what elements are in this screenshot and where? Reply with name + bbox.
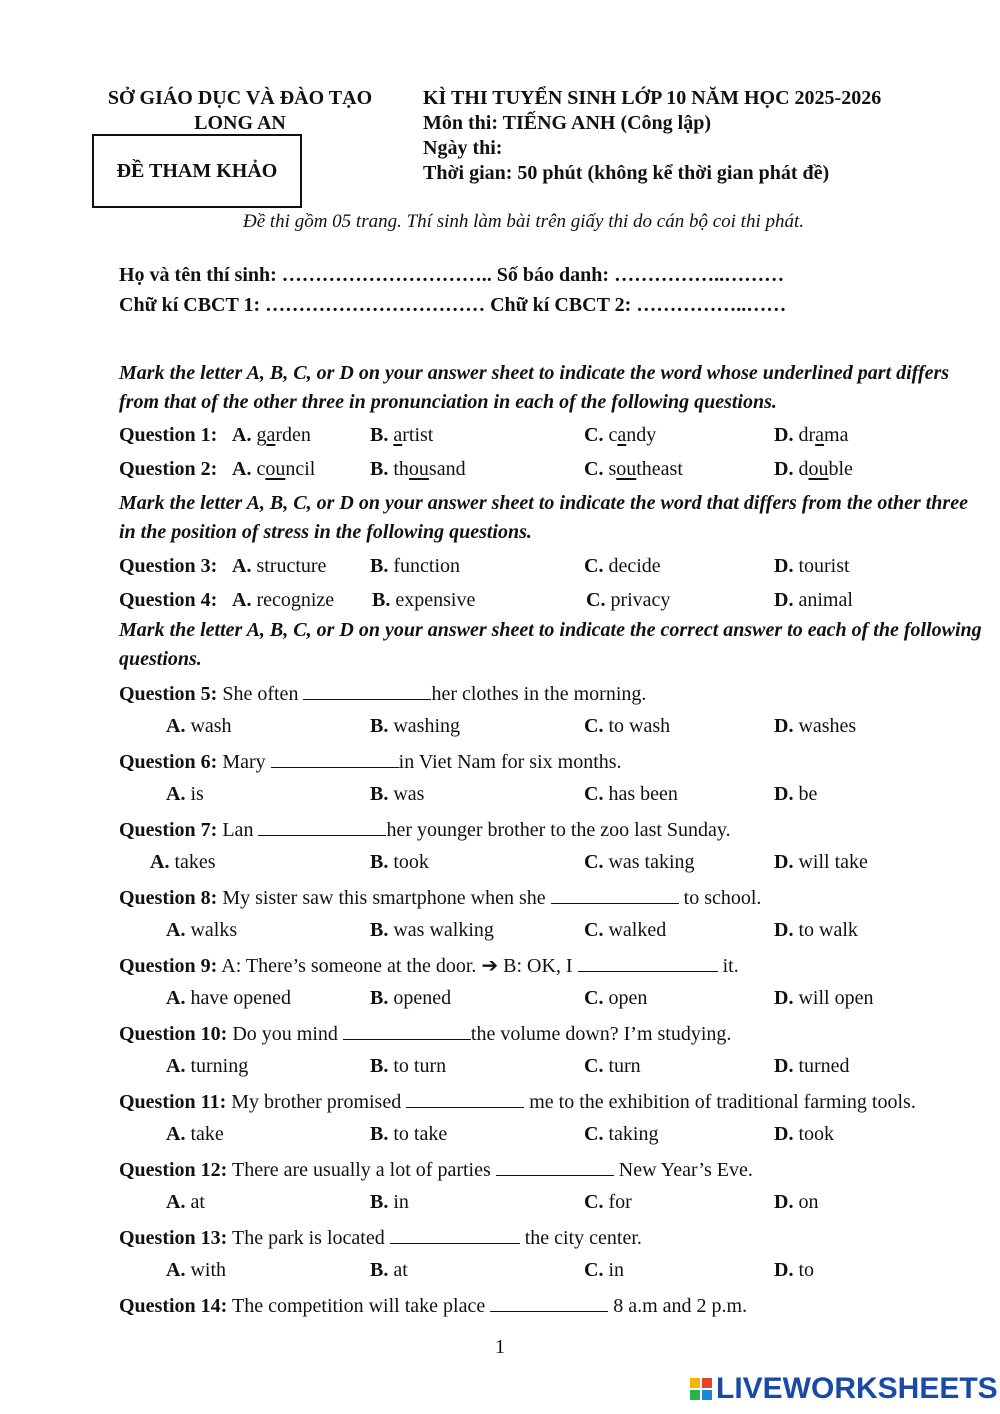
q12-option-d[interactable]: D. on <box>774 1191 819 1213</box>
q3-option-a[interactable]: A. structure <box>232 555 327 577</box>
q11-option-a[interactable]: A. take <box>166 1123 224 1145</box>
q4-option-a[interactable]: A. recognize <box>232 589 335 611</box>
logo-square <box>690 1390 700 1400</box>
q13-option-a[interactable]: A. with <box>166 1259 227 1281</box>
q12-option-a[interactable]: A. at <box>166 1191 205 1213</box>
liveworksheets-logo[interactable] <box>690 1372 998 1406</box>
underlined-part: ou <box>616 458 637 480</box>
question-8: Question 8: My sister saw this smartphone when she to school. <box>119 887 762 909</box>
exam-subject: Môn thi: TIẾNG ANH (Công lập) <box>423 112 712 134</box>
q13-option-d[interactable]: D. to <box>774 1259 815 1281</box>
q6-option-b[interactable]: B. was <box>370 783 425 805</box>
q4-option-c[interactable]: C. privacy <box>586 589 671 611</box>
q3-option-c[interactable]: C. decide <box>584 555 661 577</box>
question-7: Question 7: Lan her younger brother to the zoo last Sunday. <box>119 819 731 841</box>
q4-option-b[interactable]: B. expensive <box>372 589 476 611</box>
underlined-part: ou <box>265 458 286 480</box>
q1-option-b[interactable]: B. artist <box>370 424 434 446</box>
underlined-part: ou <box>408 458 429 480</box>
q6-option-d[interactable]: D. be <box>774 783 818 805</box>
logo-square <box>702 1390 712 1400</box>
answer-blank[interactable] <box>496 1157 614 1176</box>
question-1 <box>119 424 217 447</box>
q8-option-b[interactable]: B. was walking <box>370 919 494 941</box>
q8-option-d[interactable]: D. to walk <box>774 919 858 941</box>
q2-option-a[interactable]: A. council <box>232 458 316 480</box>
reference-exam-box <box>92 134 302 208</box>
q8-option-a[interactable]: A. walks <box>166 919 238 941</box>
q10-option-d[interactable]: D. turned <box>774 1055 850 1077</box>
question-12: Question 12: There are usually a lot of parties New Year’s Eve. <box>119 1159 753 1181</box>
q5-option-c[interactable]: C. to wash <box>584 715 671 737</box>
q1-option-c[interactable]: C. candy <box>584 424 657 446</box>
answer-blank[interactable] <box>303 681 431 700</box>
province-name: LONG AN <box>194 112 286 134</box>
question-label: Question 1: <box>119 424 218 446</box>
question-10: Question 10: Do you mind the volume down? I’m studying. <box>119 1023 732 1045</box>
q13-option-c[interactable]: C. in <box>584 1259 625 1281</box>
q9-option-a[interactable]: A. have opened <box>166 987 291 1009</box>
answer-blank[interactable] <box>271 749 399 768</box>
q9-option-b[interactable]: B. opened <box>370 987 452 1009</box>
q2-option-d[interactable]: D. double <box>774 458 853 480</box>
exam-title: KÌ THI TUYỂN SINH LỚP 10 NĂM HỌC 2025-2026 <box>423 87 882 109</box>
exam-date: Ngày thi: <box>423 137 503 159</box>
q7-option-b[interactable]: B. took <box>370 851 429 873</box>
q3-option-b[interactable]: B. function <box>370 555 460 577</box>
q1-option-d[interactable]: D. drama <box>774 424 849 446</box>
exam-note: Đề thi gồm 05 trang. Thí sinh làm bài trên giấy thi do cán bộ coi thi phát. <box>243 211 805 232</box>
supervisor-signature-line: Chữ kí CBCT 1: …………………………… Chữ kí CBCT 2: ……………..…… <box>119 294 787 316</box>
exam-header <box>423 86 881 186</box>
q9-option-c[interactable]: C. open <box>584 987 648 1009</box>
answer-blank[interactable] <box>406 1089 524 1108</box>
logo-square <box>690 1378 700 1388</box>
question-label: Question 2: <box>119 458 218 480</box>
instruction-pronunciation: Mark the letter A, B, C, or D on your answer sheet to indicate the word whose underlined part differs from that of the other three in pronunciation in each of the following questions. <box>119 362 950 413</box>
question-3 <box>119 555 217 578</box>
q1-option-a[interactable]: A. garden <box>232 424 311 446</box>
q12-option-b[interactable]: B. in <box>370 1191 409 1213</box>
reference-exam-label: ĐỀ THAM KHẢO <box>116 159 278 182</box>
q2-option-c[interactable]: C. southeast <box>584 458 683 480</box>
underlined-part: ou <box>808 458 829 480</box>
q10-option-a[interactable]: A. turning <box>166 1055 249 1077</box>
answer-blank[interactable] <box>343 1021 471 1040</box>
question-9: Question 9: A: There’s someone at the door. ➔ B: OK, I it. <box>119 955 739 977</box>
q6-option-c[interactable]: C. has been <box>584 783 678 805</box>
answer-blank[interactable] <box>551 885 679 904</box>
underlined-part: a <box>815 424 825 446</box>
question-11: Question 11: My brother promised me to the exhibition of traditional farming tools. <box>119 1091 916 1113</box>
q5-option-b[interactable]: B. washing <box>370 715 461 737</box>
question-14: Question 14: The competition will take place 8 a.m and 2 p.m. <box>119 1295 748 1317</box>
instruction-grammar: Mark the letter A, B, C, or D on your answer sheet to indicate the correct answer to each of the following questions. <box>119 619 982 670</box>
q11-option-b[interactable]: B. to take <box>370 1123 448 1145</box>
question-2 <box>119 458 217 481</box>
q11-option-c[interactable]: C. taking <box>584 1123 659 1145</box>
q6-option-a[interactable]: A. is <box>166 783 204 805</box>
q8-option-c[interactable]: C. walked <box>584 919 667 941</box>
page-number: 1 <box>495 1336 505 1358</box>
question-4 <box>119 589 217 612</box>
q10-option-c[interactable]: C. turn <box>584 1055 641 1077</box>
underlined-part: a <box>266 424 276 446</box>
department-name: SỞ GIÁO DỤC VÀ ĐÀO TẠO <box>107 87 373 109</box>
answer-blank[interactable] <box>578 953 718 972</box>
question-6: Question 6: Mary in Viet Nam for six months. <box>119 751 622 773</box>
answer-blank[interactable] <box>490 1293 608 1312</box>
q7-option-d[interactable]: D. will take <box>774 851 868 873</box>
q5-option-a[interactable]: A. wash <box>166 715 232 737</box>
answer-blank[interactable] <box>390 1225 520 1244</box>
instruction-stress: Mark the letter A, B, C, or D on your answer sheet to indicate the word that differs from the other three in the position of stress in the following questions. <box>119 492 968 543</box>
question-label: Question 3: <box>119 555 218 577</box>
logo-text: LIVEWORKSHEETS <box>716 1372 998 1405</box>
underlined-part: a <box>617 424 627 446</box>
q5-option-d[interactable]: D. washes <box>774 715 857 737</box>
q11-option-d[interactable]: D. took <box>774 1123 835 1145</box>
q7-option-c[interactable]: C. was taking <box>584 851 695 873</box>
q3-option-d[interactable]: D. tourist <box>774 555 850 577</box>
underlined-part: a <box>393 424 403 446</box>
q10-option-b[interactable]: B. to turn <box>370 1055 447 1077</box>
q9-option-d[interactable]: D. will open <box>774 987 874 1009</box>
logo-mark-icon <box>690 1378 712 1400</box>
exam-duration: Thời gian: 50 phút (không kể thời gian phát đề) <box>423 162 830 184</box>
answer-blank[interactable] <box>258 817 386 836</box>
candidate-name-line: Họ và tên thí sinh: ………………………….. Số báo danh: ……………..……… <box>119 264 785 286</box>
department-header <box>90 86 390 136</box>
logo-square <box>702 1378 712 1388</box>
question-label: Question 4: <box>119 589 218 611</box>
question-5: Question 5: She often her clothes in the morning. <box>119 683 647 705</box>
question-13: Question 13: The park is located the city center. <box>119 1227 642 1249</box>
q4-option-d[interactable]: D. animal <box>774 589 853 611</box>
q13-option-b[interactable]: B. at <box>370 1259 408 1281</box>
q2-option-b[interactable]: B. thousand <box>370 458 466 480</box>
q7-option-a[interactable]: A. takes <box>150 851 216 873</box>
q12-option-c[interactable]: C. for <box>584 1191 632 1213</box>
